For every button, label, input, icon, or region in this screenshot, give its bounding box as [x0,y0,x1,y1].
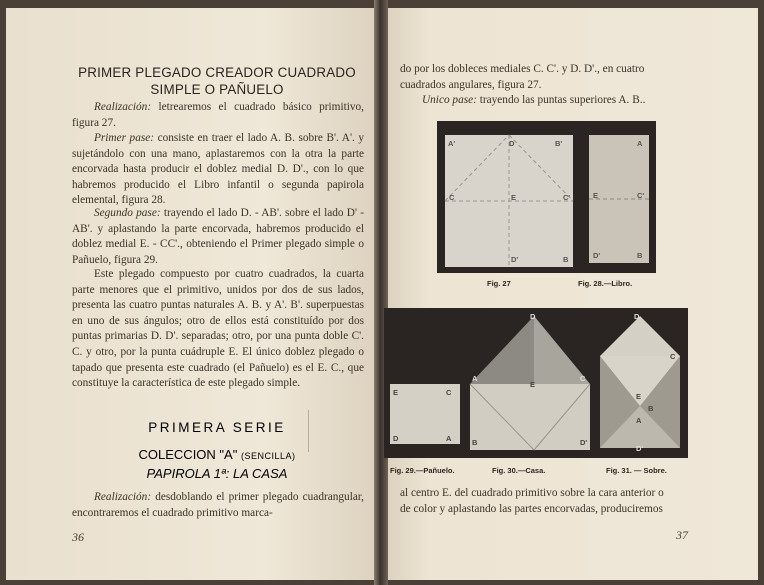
caption-fig30: Fig. 30.—Casa. [492,466,546,475]
fig27-label-a: A' [448,139,456,148]
fig28-label-d-prime: D' [593,251,601,260]
collection-small: (SENCILLA) [240,451,296,461]
series-heading: PRIMERA SERIE [148,420,286,435]
caption-fig29: Fig. 29.—Pañuelo. [390,466,455,475]
text-description: Este plegado compuesto por cuatro cuadrados, la cuarta parte menores que el primitivo, unidos por dos de sus lados, presenta las cuatro puntas naturales A. B. y A'. B'. superpuestas en uno de sus ángulos; otro de ellos está constituído por dos puntas primarias D. D'. separadas; otro, por una punta doble C'. C. y otro, por la punta cuádruple E. El único doblez plegado o tapado que presenta este cuadrado (el Pañuelo) es el E. C., que constituye la característica de este plegado simple. [72,268,364,390]
fig27-label-d-prime: D' [511,255,519,264]
fig30-label-e: E [530,380,536,389]
fig30-label-c: C [580,374,586,383]
caption-fig27: Fig. 27 [487,279,511,288]
paragraph-realizacion-casa [72,490,364,521]
right-top-paragraph [400,62,692,109]
photo-fig29-31 [384,308,688,458]
text-unico-pase: trayendo las puntas superiores A. B.. [476,94,646,107]
fig28-label-e: E [593,191,599,200]
fig29-label-c: C [446,388,452,397]
fig28-label-a: A [637,139,643,148]
section-title-line2: SIMPLE O PAÑUELO [150,82,284,97]
paragraph-description [72,267,364,392]
right-bottom-line1: al centro E. del cuadrado primitivo sobre la cara anterior o [400,487,664,499]
label-realizacion: Realización: [94,101,152,113]
fig31-label-e: E [636,392,642,401]
caption-fig31: Fig. 31. — Sobre. [606,466,667,475]
fig28-label-c-prime: C' [637,191,645,200]
photo-fig27-28-drawing [437,121,656,273]
caption-fig28: Fig. 28.—Libro. [578,279,633,288]
text-primer-pase: consiste en traer el lado A. B. sobre B'. A'. y sujetándolo con una mano, aplastaremos con la otra la parte encorvada hasta producir el doblez medial D. D'., con lo que habremos producido el Libro infantil o segunda papirola elemental, figura 28. [72,132,364,207]
fig27-label-c-prime: C' [563,193,571,202]
right-unico-pase [400,93,692,109]
fig30-label-b: B [472,438,478,447]
text-realizacion: letrearemos el cuadrado básico primitivo, figura 27. [72,101,364,129]
paragraph-primer-pase [72,131,364,209]
fig27-label-b: B' [555,139,563,148]
right-bottom-line2: de color y aplastando las partes encorvadas, produciremos [400,502,663,515]
page-number-left: 36 [72,530,84,544]
section-title [72,64,362,98]
label-primer-pase: Primer pase: [94,132,155,144]
label-segundo-pase: Segundo pase: [94,207,161,219]
fig31-label-d-prime: D' [636,444,644,453]
photo-fig29-31-drawing [384,308,688,458]
right-top-line2: cuadrados angulares, figura 27. [400,78,542,91]
papirola-heading: PAPIROLA 1ª: LA CASA [146,466,288,481]
photo-fig27-28 [437,121,656,273]
right-bottom-paragraph [400,486,692,517]
text-segundo-pase: trayendo el lado D. - AB'. sobre el lado D' - AB'. y aplastando la parte encorvada, habremos producido el doblez medial E. - CC'., obteniendo el Primer plegado simple o Pañuelo, figura 29. [72,207,364,266]
collection-main: COLECCION "A" [138,447,238,462]
paragraph-realizacion [72,100,364,131]
fig27-label-c: C [449,193,455,202]
fig29-label-a: A [446,434,452,443]
fig31-label-c: C [670,352,676,361]
fig30-label-a: A [472,374,478,383]
fig31-label-a: A [636,416,642,425]
section-title-line1: PRIMER PLEGADO CREADOR CUADRADO [78,65,356,80]
right-top-line1: do por los dobleces mediales C. C'. y D. D'., en cuatro [400,63,645,75]
fig29-label-e: E [393,388,399,397]
collection-heading [72,447,362,462]
fig27-label-e: E [511,193,517,202]
book-gutter [374,0,388,585]
label-unico-pase: Unico pase: [422,94,477,107]
page-number-right: 37 [676,528,688,542]
fig30-label-d-prime: D' [580,438,588,447]
fig28-label-b: B [637,251,643,260]
fig27-label-b-bottom: B [563,255,569,264]
fig30-label-d: D [530,312,536,321]
fig31-label-b: B [648,404,654,413]
label-realizacion-casa: Realización: [94,491,152,503]
fig27-label-d: D [509,139,515,148]
fig29-label-d: D [393,434,399,443]
text-realizacion-casa: desdoblando el primer plegado cuadrangular, encontraremos el cuadrado primitivo marca- [72,491,364,519]
fig31-label-d: D [634,312,640,321]
paragraph-segundo-pase [72,206,364,268]
